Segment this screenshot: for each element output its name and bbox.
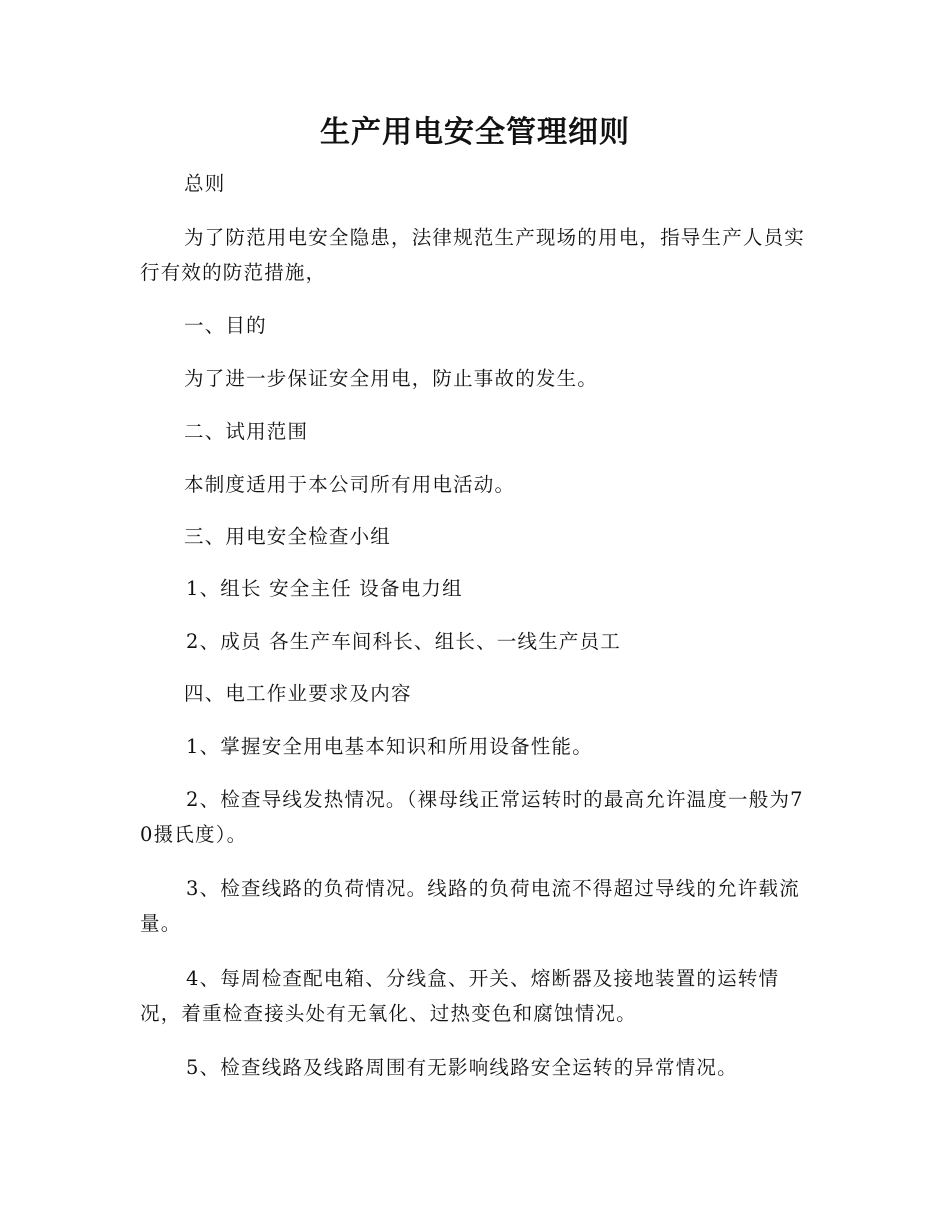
heading-electrical-work: 四、电工作业要求及内容 xyxy=(184,682,412,705)
list-item-work-5: 5、检查线路及线路周围有无影响线路安全运转的异常情况。 xyxy=(186,1056,738,1079)
list-item-work-4: 4、每周检查配电箱、分线盒、开关、熔断器及接地装置的运转情况，着重检查接头处有无氧化、过热变色和腐蚀情况。 xyxy=(140,967,780,1025)
list-item-work-1: 1、掌握安全用电基本知识和所用设备性能。 xyxy=(186,735,593,758)
paragraph-scope: 本制度适用于本公司所有用电活动。 xyxy=(184,473,516,496)
heading-inspection-team: 三、用电安全检查小组 xyxy=(184,525,392,548)
list-item-team-leader: 1、组长 安全主任 设备电力组 xyxy=(186,577,463,600)
paragraph-general: 总则 xyxy=(184,172,226,195)
heading-purpose: 一、目的 xyxy=(184,314,267,337)
list-item-work-3: 3、检查线路的负荷情况。线路的负荷电流不得超过导线的允许载流量。 xyxy=(140,877,800,935)
list-item-work-2: 2、检查导线发热情况。（裸母线正常运转时的最高允许温度一般为70摄氏度）。 xyxy=(140,788,804,846)
document-title: 生产用电安全管理细则 xyxy=(320,115,630,150)
paragraph-purpose: 为了进一步保证安全用电，防止事故的发生。 xyxy=(184,367,599,390)
heading-scope: 二、试用范围 xyxy=(184,420,309,443)
list-item-team-members: 2、成员 各生产车间科长、组长、一线生产员工 xyxy=(186,630,622,653)
paragraph-intro: 为了防范用电安全隐患，法律规范生产现场的用电，指导生产人员实行有效的防范措施， xyxy=(140,226,806,284)
